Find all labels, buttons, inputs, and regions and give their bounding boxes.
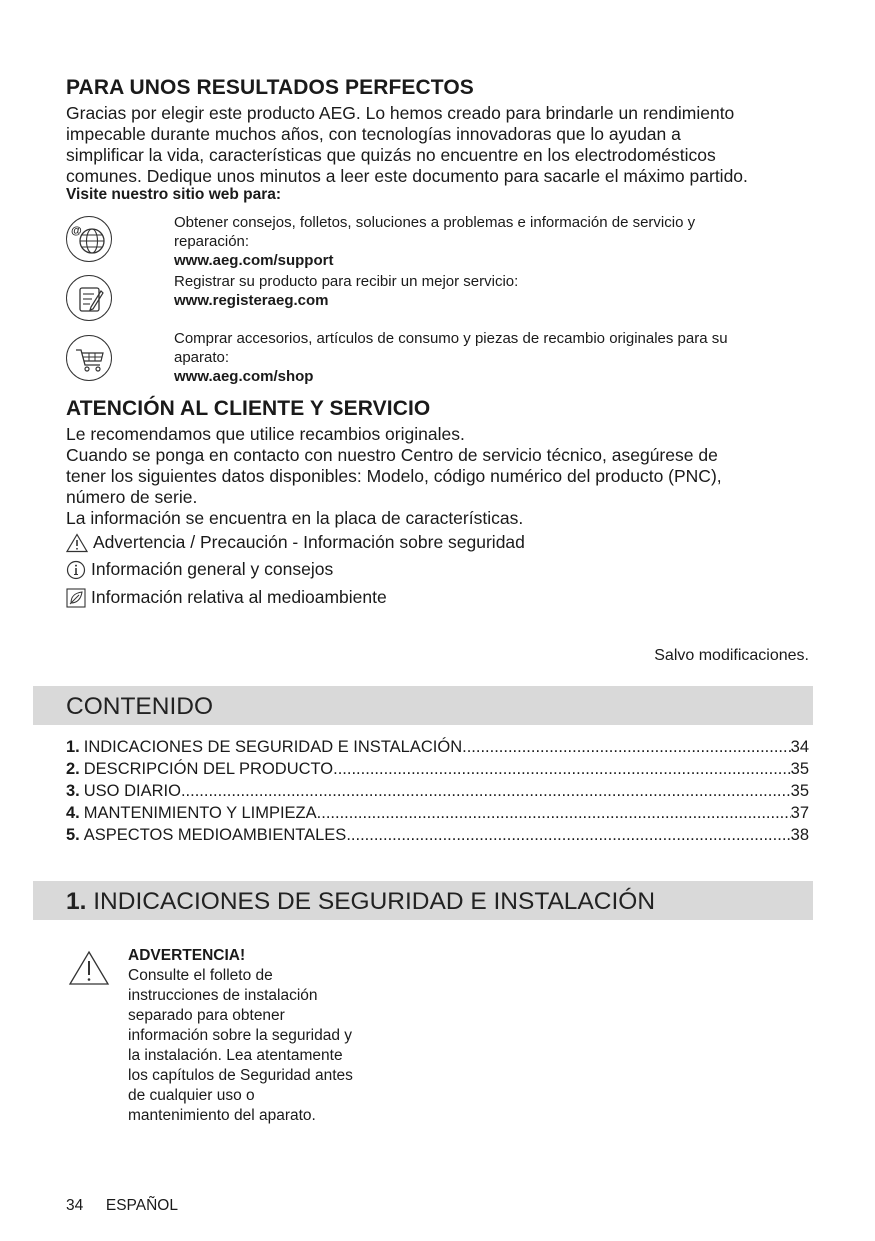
changes-note: Salvo modificaciones. (654, 647, 809, 664)
shop-link[interactable]: www.aeg.com/shop (174, 368, 314, 385)
warning-icon (68, 950, 110, 986)
toc-number: 4. (66, 804, 80, 822)
toc-leader (462, 736, 791, 758)
warning-line: los capítulos de Seguridad antes (128, 1067, 353, 1084)
section-title (66, 888, 655, 916)
intro-line: simplificar la vida, características que quizás no encuentre en los electrodomésticos (66, 145, 716, 165)
service-line: La información se encuentra en la placa de características. (66, 508, 524, 528)
visit-label: Visite nuestro sitio web para: (66, 186, 282, 203)
warning-line: mantenimiento del aparato. (128, 1107, 316, 1124)
intro-title: PARA UNOS RESULTADOS PERFECTOS (66, 76, 474, 99)
web-item-text: Obtener consejos, folletos, soluciones a problemas e información de servicio y (174, 214, 696, 231)
section-header (33, 881, 813, 920)
legend-text: Advertencia / Precaución - Información sobre seguridad (93, 532, 525, 552)
page-number: 34 (66, 1197, 84, 1214)
contents-header (33, 686, 813, 725)
intro-line: Gracias por elegir este producto AEG. Lo hemos creado para brindarle un rendimiento (66, 103, 735, 123)
warning-line: separado para obtener (128, 1007, 285, 1024)
toc-page: 38 (790, 826, 809, 844)
register-link[interactable]: www.registeraeg.com (174, 292, 329, 309)
service-line: número de serie. (66, 487, 198, 507)
section-title-text: INDICACIONES DE SEGURIDAD E INSTALACIÓN (93, 888, 656, 915)
legend-environment (66, 587, 387, 608)
legend-warning (66, 532, 525, 553)
service-line: tener los siguientes datos disponibles: Modelo, código numérico del producto (PNC), (66, 466, 722, 486)
legend-text: Información relativa al medioambiente (91, 587, 387, 607)
toc-number: 5. (66, 826, 80, 844)
warning-line: información sobre la seguridad y (128, 1027, 353, 1044)
legend-text: Información general y consejos (91, 559, 334, 579)
toc-number: 2. (66, 760, 80, 778)
info-icon (66, 560, 86, 580)
footer-language: ESPAÑOL (105, 1197, 178, 1214)
warning-block (128, 946, 398, 1126)
web-item-shop (174, 329, 814, 386)
toc-label: ASPECTOS MEDIOAMBIENTALES (83, 826, 347, 844)
warning-line: Consulte el folleto de (128, 967, 273, 984)
toc-item[interactable] (66, 758, 809, 780)
service-title: ATENCIÓN AL CLIENTE Y SERVICIO (66, 397, 431, 420)
warning-line: de cualquier uso o (128, 1087, 255, 1104)
warning-line: instrucciones de instalación (128, 987, 318, 1004)
intro-paragraph (66, 103, 826, 187)
toc-label: MANTENIMIENTO Y LIMPIEZA (83, 804, 317, 822)
warning-line: la instalación. Lea atentamente (128, 1047, 343, 1064)
web-item-text: aparato: (174, 349, 230, 366)
page-footer (66, 1197, 178, 1215)
service-line: Le recomendamos que utilice recambios originales. (66, 424, 465, 444)
register-icon (66, 275, 112, 321)
toc-leader (346, 824, 790, 846)
toc-page: 35 (790, 760, 809, 778)
web-item-support (174, 213, 814, 270)
toc-leader (317, 802, 791, 824)
warning-icon (66, 533, 88, 553)
toc-page: 37 (790, 804, 809, 822)
legend-info (66, 559, 333, 580)
toc-number: 3. (66, 782, 80, 800)
toc-page: 35 (790, 782, 809, 800)
service-paragraph (66, 424, 826, 529)
toc-label: INDICACIONES DE SEGURIDAD E INSTALACIÓN (83, 738, 463, 756)
toc-item[interactable] (66, 780, 809, 802)
intro-line: comunes. Dedique unos minutos a leer este documento para sacarle el máximo partido. (66, 166, 748, 186)
leaf-icon (66, 588, 86, 608)
warning-title: ADVERTENCIA! (128, 947, 246, 964)
service-line: Cuando se ponga en contacto con nuestro Centro de servicio técnico, asegúrese de (66, 445, 718, 465)
toc-leader (333, 758, 791, 780)
web-item-text: Comprar accesorios, artículos de consumo y piezas de recambio originales para su (174, 330, 728, 347)
toc-item[interactable] (66, 824, 809, 846)
toc-item[interactable] (66, 802, 809, 824)
globe-icon (66, 216, 112, 262)
contents-title: CONTENIDO (66, 693, 213, 720)
toc-label: USO DIARIO (83, 782, 181, 800)
toc-label: DESCRIPCIÓN DEL PRODUCTO (83, 760, 334, 778)
toc-leader (181, 780, 791, 802)
support-link[interactable]: www.aeg.com/support (174, 252, 334, 269)
cart-icon (66, 335, 112, 381)
toc-page: 34 (790, 738, 809, 756)
web-item-text: reparación: (174, 233, 250, 250)
intro-line: impecable durante muchos años, con tecnologías innovadoras que lo ayudan a (66, 124, 681, 144)
svg-text:@: @ (71, 225, 82, 237)
web-item-text: Registrar su producto para recibir un mejor servicio: (174, 273, 519, 290)
section-number: 1. (66, 888, 87, 915)
toc-item[interactable] (66, 736, 809, 758)
toc-number: 1. (66, 738, 80, 756)
web-item-register (174, 272, 814, 310)
